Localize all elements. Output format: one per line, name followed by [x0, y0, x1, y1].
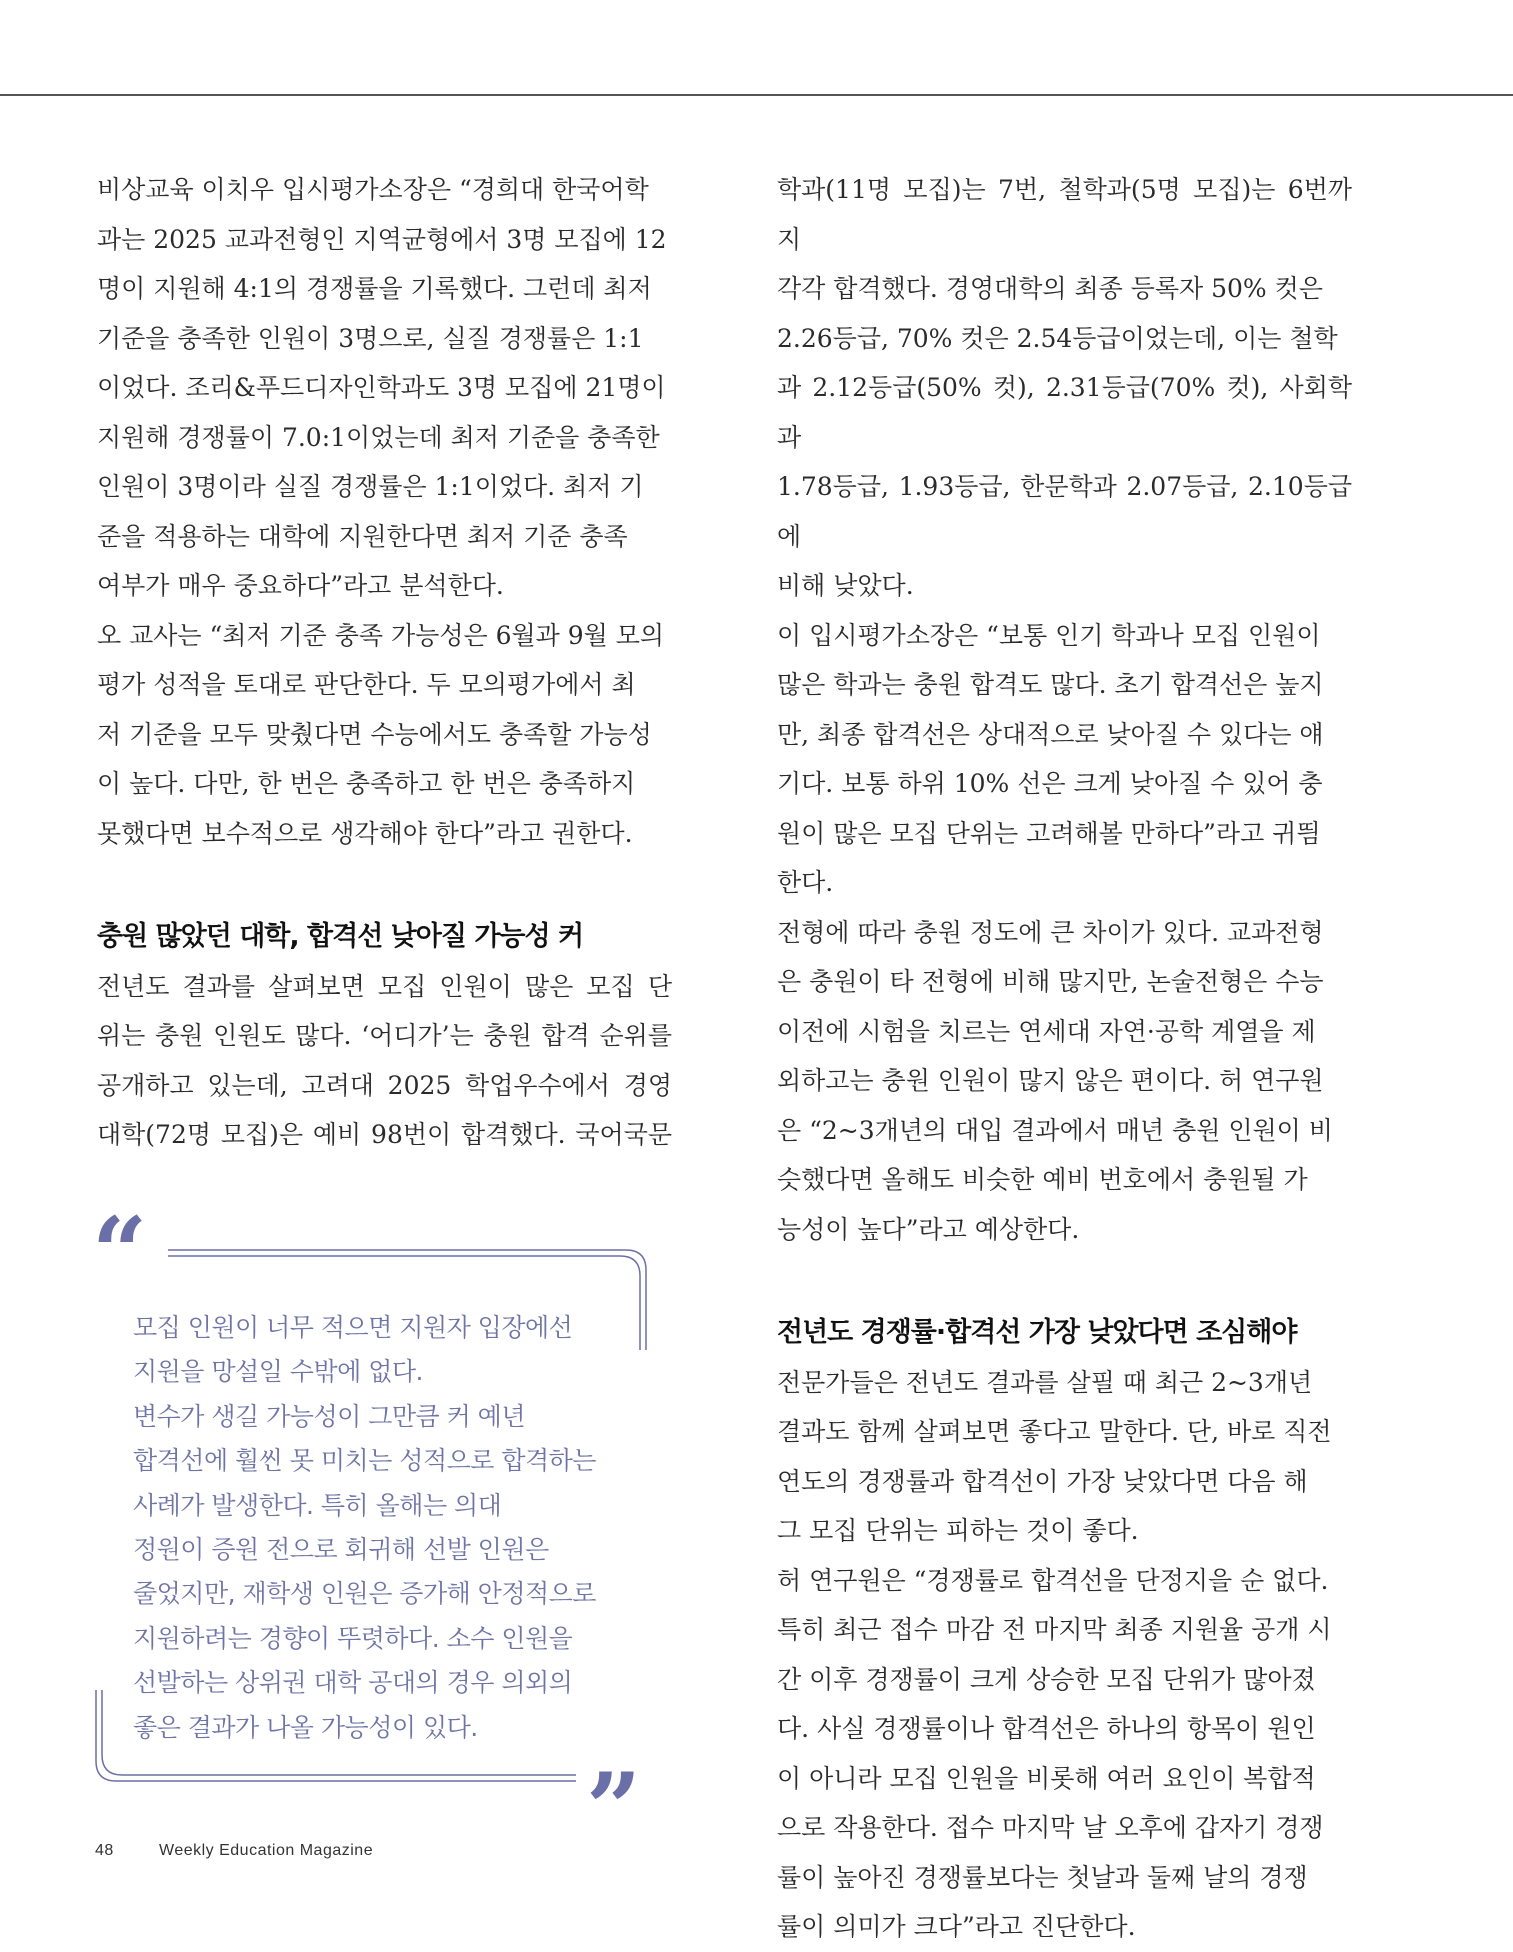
close-quote-mark: ”	[586, 1752, 642, 1865]
paragraph: 허 연구원은 “경쟁률로 합격선을 단정지을 순 없다. 특히 최근 접수 마감 전 마지막 최종 지원율 공개 시 간 이후 경쟁률이 크게 상승한 모집 단위가 많아졌 다. 사실 경쟁률이나 합격선은 하나의 항목이 원인 이 아니라 모집 인원을 비롯해 여러 요인이 복합적 으로 작용한다. 접수 마지막 날 오후에 갑자기 경쟁 률이 높아진 경쟁률보다는 첫날과 둘째 날의 경쟁 률이 의미가 크다”라고 진단한다.	[777, 1565, 1332, 1941]
quote-line: 좋은 결과가 나올 가능성이 있다.	[133, 1712, 478, 1742]
paragraph: 전년도 결과를 살펴보면 모집 인원이 많은 모집 단 위는 충원 인원도 많다. ‘어디가’는 충원 합격 순위를 공개하고 있는데, 고려대 2025 학업우수에서 경영 대학(72명 모집)은 예비 98번이 합격했다. 국어국문	[97, 971, 672, 1149]
open-quote-mark: “	[92, 1196, 148, 1309]
paragraph: 비상교육 이치우 입시평가소장은 “경희대 한국어학 과는 2025 교과전형인 지역균형에서 3명 모집에 12 명이 지원해 4:1의 경쟁률을 기록했다. 그런데 최저 기준을 충족한 인원이 3명으로, 실질 경쟁률은 1:1 이었다. 조리&푸드디자인학과도 3명 모집에 21명이 지원해 경쟁률이 7.0:1이었는데 최저 기준을 충족한 인원이 3명이라 실질 경쟁률은 1:1이었다. 최저 기 준을 적용하는 대학에 지원한다면 최저 기준 충족 여부가 매우 중요하다”라고 분석한다.	[97, 175, 667, 600]
page-number: 48	[95, 1842, 114, 1859]
paragraph: 전문가들은 전년도 결과를 살필 때 최근 2~3개년 결과도 함께 살펴보면 좋다고 말한다. 단, 바로 직전 연도의 경쟁률과 합격선이 가장 낮았다면 다음 해 그 모집 단위는 피하는 것이 좋다.	[777, 1367, 1332, 1545]
quote-line: 변수가 생길 가능성이 그만큼 커 예년	[133, 1401, 525, 1431]
quote-line: 합격선에 훨씬 못 미치는 성적으로 합격하는	[133, 1446, 596, 1476]
quote-line: 줄었지만, 재학생 인원은 증가해 안정적으로	[133, 1579, 596, 1609]
section-heading: 전년도 경쟁률·합격선 가장 낮았다면 조심해야	[777, 1317, 1297, 1348]
left-column	[97, 165, 672, 1160]
quote-line: 모집 인원이 너무 적으면 지원자 입장에선	[133, 1313, 573, 1342]
pull-quote-text	[133, 1306, 633, 1750]
paragraph: 전형에 따라 충원 정도에 큰 차이가 있다. 교과전형 은 충원이 타 전형에 비해 많지만, 논술전형은 수능 이전에 시험을 치르는 연세대 자연·공학 계열을 제 외하고는 충원 인원이 많지 않은 편이다. 허 연구원 은 “2~3개년의 대입 결과에서 매년 충원 인원이 비 슷했다면 올해도 비슷한 예비 번호에서 충원될 가 능성이 높다”라고 예상한다.	[777, 917, 1333, 1244]
page-footer	[95, 1842, 373, 1860]
quote-line: 정원이 증원 전으로 회귀해 선발 인원은	[133, 1535, 549, 1565]
top-rule	[0, 94, 1513, 96]
magazine-name: Weekly Education Magazine	[159, 1842, 374, 1859]
quote-line: 지원을 망설일 수밖에 없다.	[133, 1357, 423, 1387]
quote-line: 지원하려는 경향이 뚜렷하다. 소수 인원을	[133, 1623, 573, 1653]
quote-line: 선발하는 상위권 대학 공대의 경우 의외의	[133, 1668, 573, 1698]
quote-line: 사례가 발생한다. 특히 올해는 의대	[133, 1490, 502, 1520]
section-heading: 충원 많았던 대학, 합격선 낮아질 가능성 커	[97, 921, 584, 952]
paragraph: 이 입시평가소장은 “보통 인기 학과나 모집 인원이 많은 학과는 충원 합격도 많다. 초기 합격선은 높지 만, 최종 합격선은 상대적으로 낮아질 수 있다는 얘 기다. 보통 하위 10% 선은 크게 낮아질 수 있어 충 원이 많은 모집 단위는 고려해볼 만하다”라고 귀띔 한다.	[777, 620, 1324, 897]
paragraph: 학과(11명 모집)는 7번, 철학과(5명 모집)는 6번까지 각각 합격했다. 경영대학의 최종 등록자 50% 컷은 2.26등급, 70% 컷은 2.54등급이었는데, 이는 철학 과 2.12등급(50% 컷), 2.31등급(70% 컷), 사회학과 1.78등급, 1.93등급, 한문학과 2.07등급, 2.10등급에 비해 낮았다.	[777, 175, 1352, 600]
paragraph: 오 교사는 “최저 기준 충족 가능성은 6월과 9월 모의 평가 성적을 토대로 판단한다. 두 모의평가에서 최 저 기준을 모두 맞췄다면 수능에서도 충족할 가능성 이 높다. 다만, 한 번은 충족하고 한 번은 충족하지 못했다면 보수적으로 생각해야 한다”라고 권한다.	[97, 620, 665, 848]
right-column	[777, 165, 1352, 1952]
